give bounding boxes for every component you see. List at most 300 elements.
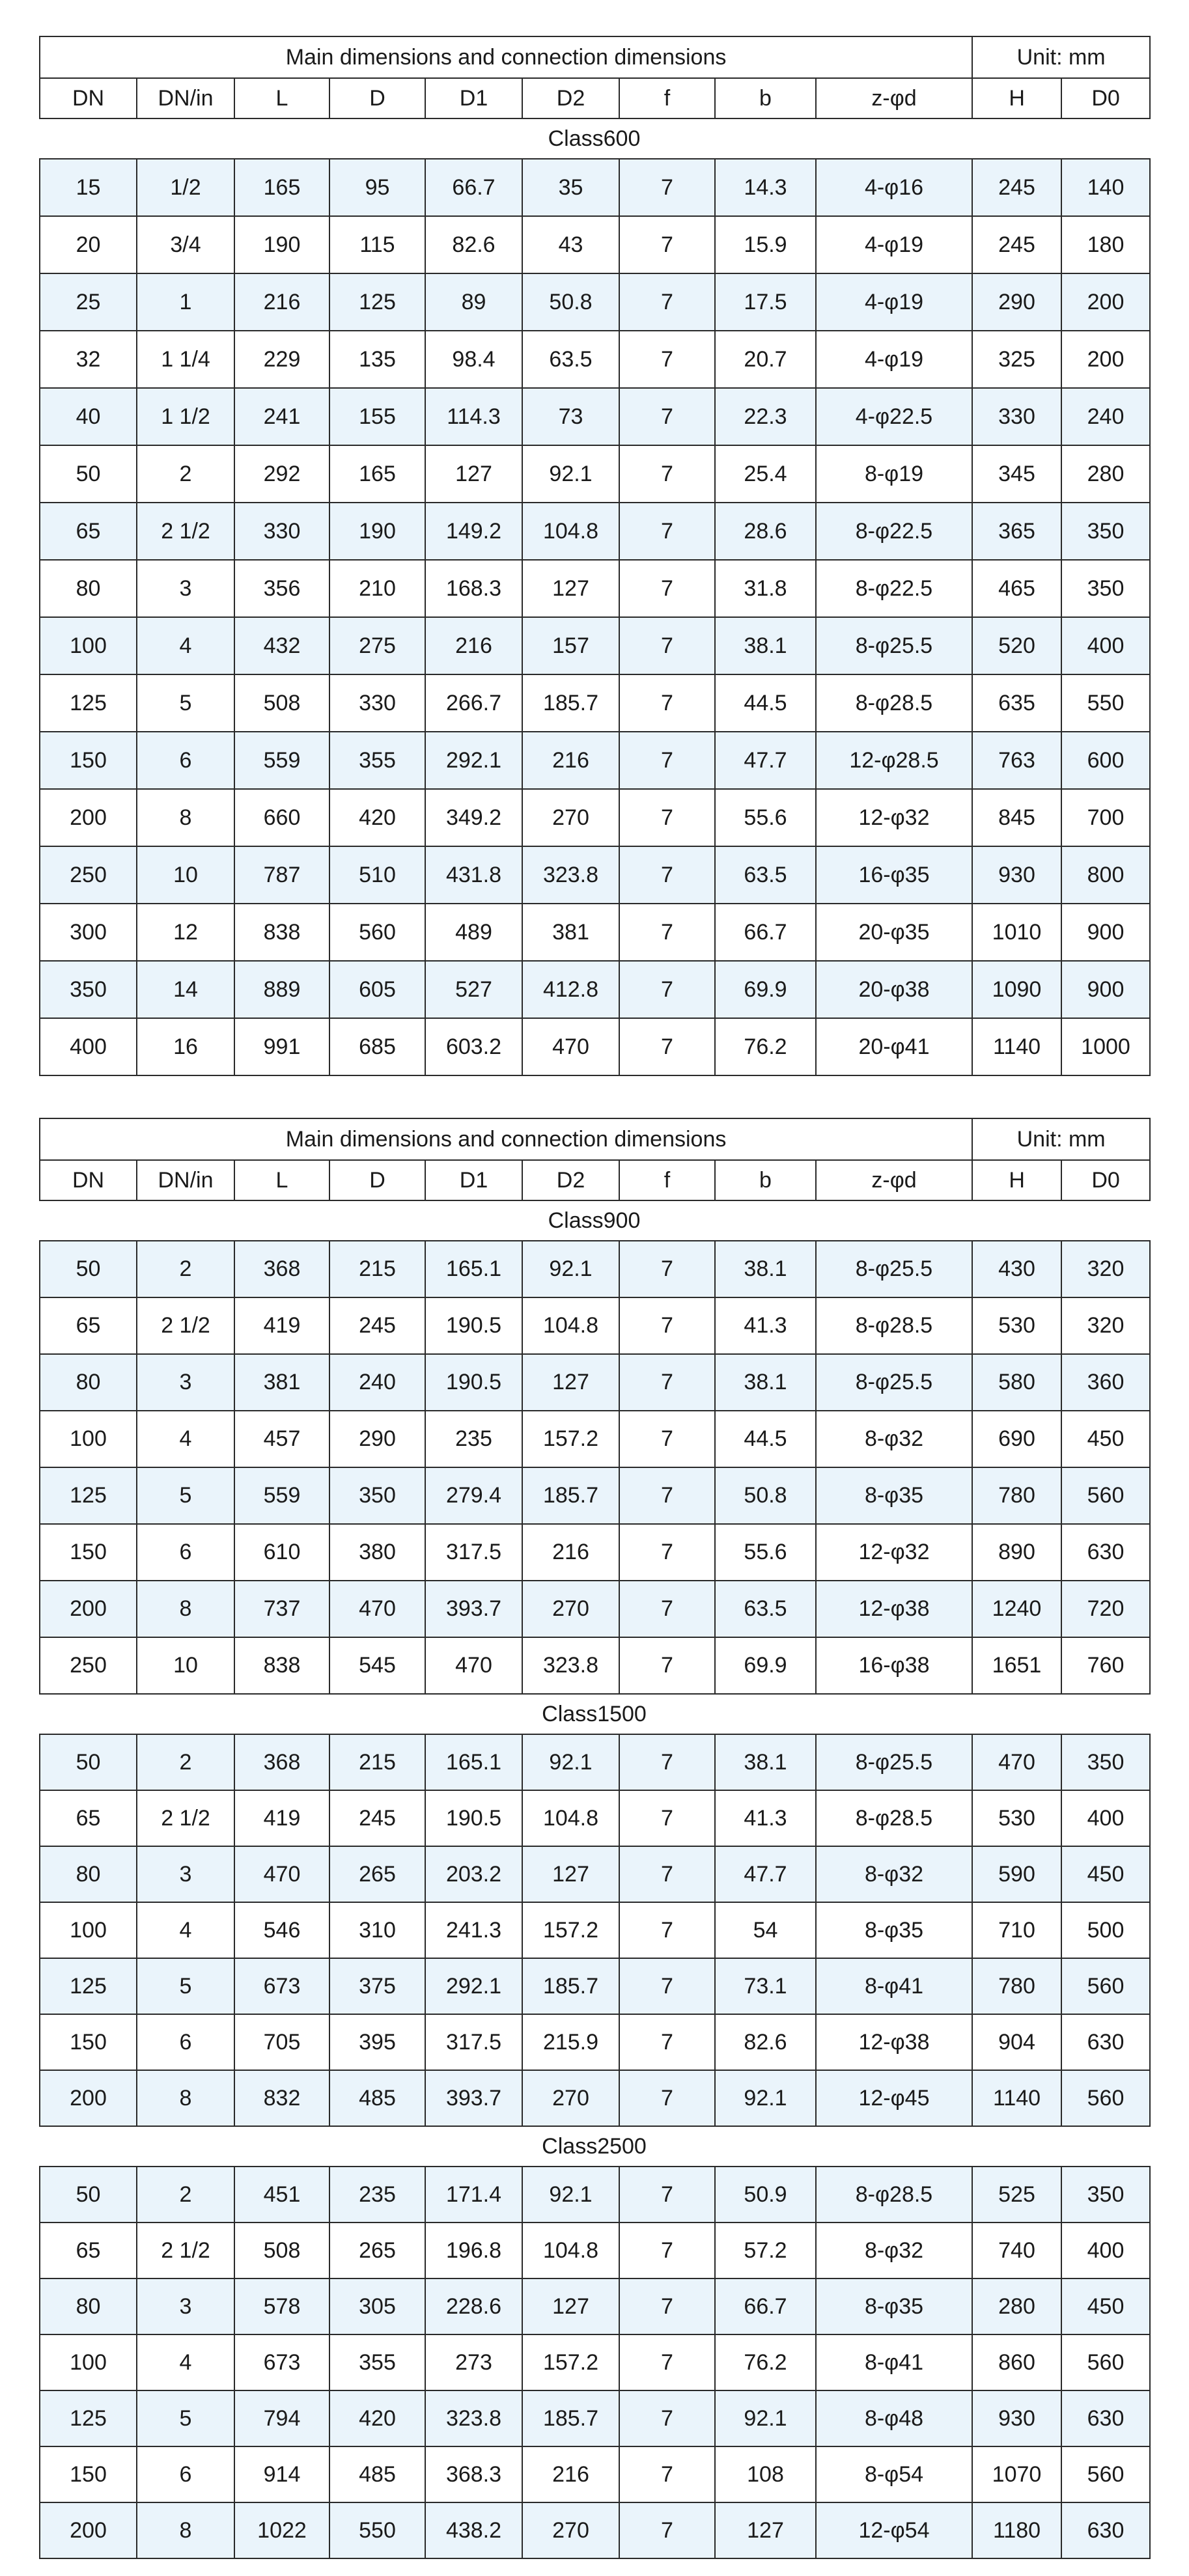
cell-f: 7 xyxy=(619,273,715,331)
cell-b: 47.7 xyxy=(715,1846,816,1902)
cell-dn: 50 xyxy=(40,1241,137,1297)
cell-d: 245 xyxy=(329,1790,425,1846)
cell-z-d: 12-φ32 xyxy=(816,1524,972,1581)
table-row xyxy=(40,2502,1150,2558)
cell-d1: 393.7 xyxy=(425,2070,522,2126)
cell-dn: 20 xyxy=(40,216,137,273)
table-row xyxy=(40,1354,1150,1411)
cell-h: 465 xyxy=(972,560,1061,617)
cell-d0: 900 xyxy=(1061,904,1150,961)
cell-b: 108 xyxy=(715,2446,816,2502)
cell-d0: 560 xyxy=(1061,2334,1150,2390)
cell-l: 1022 xyxy=(234,2502,329,2558)
cell-d2: 157 xyxy=(522,617,619,674)
cell-f: 7 xyxy=(619,1790,715,1846)
cell-f: 7 xyxy=(619,789,715,846)
table-row xyxy=(40,732,1150,789)
col-header-dn-in: DN/in xyxy=(137,1160,234,1200)
cell-b: 54 xyxy=(715,1902,816,1958)
cell-dn-in: 12 xyxy=(137,904,234,961)
cell-b: 92.1 xyxy=(715,2390,816,2446)
dimension-document xyxy=(39,36,1149,2559)
cell-h: 245 xyxy=(972,159,1061,216)
cell-d2: 185.7 xyxy=(522,674,619,732)
cell-d2: 104.8 xyxy=(522,1790,619,1846)
cell-d2: 43 xyxy=(522,216,619,273)
cell-d2: 157.2 xyxy=(522,1411,619,1467)
cell-b: 14.3 xyxy=(715,159,816,216)
cell-d1: 431.8 xyxy=(425,846,522,904)
cell-l: 451 xyxy=(234,2167,329,2223)
cell-b: 38.1 xyxy=(715,1734,816,1790)
cell-d0: 800 xyxy=(1061,846,1150,904)
cell-dn: 50 xyxy=(40,2167,137,2223)
cell-dn-in: 2 1/2 xyxy=(137,1297,234,1354)
cell-dn: 50 xyxy=(40,445,137,503)
cell-l: 508 xyxy=(234,2223,329,2278)
cell-d1: 165.1 xyxy=(425,1734,522,1790)
cell-l: 368 xyxy=(234,1241,329,1297)
cell-h: 470 xyxy=(972,1734,1061,1790)
cell-d1: 393.7 xyxy=(425,1581,522,1637)
cell-d0: 550 xyxy=(1061,674,1150,732)
cell-b: 82.6 xyxy=(715,2014,816,2070)
cell-d1: 203.2 xyxy=(425,1846,522,1902)
cell-l: 889 xyxy=(234,961,329,1018)
cell-d0: 180 xyxy=(1061,216,1150,273)
col-header-f: f xyxy=(619,78,715,118)
cell-d2: 270 xyxy=(522,1581,619,1637)
cell-d0: 1000 xyxy=(1061,1018,1150,1075)
cell-z-d: 16-φ38 xyxy=(816,1637,972,1694)
cell-d2: 185.7 xyxy=(522,1467,619,1524)
table-row xyxy=(40,1846,1150,1902)
cell-h: 740 xyxy=(972,2223,1061,2278)
cell-z-d: 4-φ16 xyxy=(816,159,972,216)
cell-d1: 292.1 xyxy=(425,732,522,789)
cell-dn-in: 2 xyxy=(137,1241,234,1297)
cell-z-d: 20-φ35 xyxy=(816,904,972,961)
cell-d: 155 xyxy=(329,388,425,445)
cell-d0: 350 xyxy=(1061,2167,1150,2223)
cell-l: 457 xyxy=(234,1411,329,1467)
cell-l: 356 xyxy=(234,560,329,617)
col-header-f: f xyxy=(619,1160,715,1200)
cell-d1: 279.4 xyxy=(425,1467,522,1524)
table-row xyxy=(40,503,1150,560)
cell-b: 17.5 xyxy=(715,273,816,331)
table-row xyxy=(40,904,1150,961)
cell-l: 559 xyxy=(234,1467,329,1524)
table-row xyxy=(40,2223,1150,2278)
cell-dn-in: 8 xyxy=(137,2070,234,2126)
cell-d2: 92.1 xyxy=(522,1241,619,1297)
cell-dn-in: 3 xyxy=(137,560,234,617)
cell-dn: 200 xyxy=(40,2070,137,2126)
cell-d1: 228.6 xyxy=(425,2278,522,2334)
cell-b: 41.3 xyxy=(715,1790,816,1846)
cell-l: 673 xyxy=(234,1958,329,2014)
cell-dn: 200 xyxy=(40,2502,137,2558)
cell-h: 1070 xyxy=(972,2446,1061,2502)
cell-dn: 150 xyxy=(40,1524,137,1581)
cell-d1: 82.6 xyxy=(425,216,522,273)
cell-d0: 600 xyxy=(1061,732,1150,789)
cell-d0: 630 xyxy=(1061,2014,1150,2070)
table-row xyxy=(40,560,1150,617)
table-row xyxy=(40,961,1150,1018)
header-title-row xyxy=(40,1118,1150,1160)
class900-header-table xyxy=(39,1118,1151,1201)
table-row xyxy=(40,2167,1150,2223)
cell-d2: 73 xyxy=(522,388,619,445)
cell-dn-in: 14 xyxy=(137,961,234,1018)
cell-f: 7 xyxy=(619,1411,715,1467)
cell-d1: 235 xyxy=(425,1411,522,1467)
col-header-z-d: z-φd xyxy=(816,1160,972,1200)
cell-dn-in: 4 xyxy=(137,1411,234,1467)
cell-f: 7 xyxy=(619,1467,715,1524)
cell-d2: 92.1 xyxy=(522,445,619,503)
cell-h: 690 xyxy=(972,1411,1061,1467)
cell-f: 7 xyxy=(619,560,715,617)
cell-d1: 438.2 xyxy=(425,2502,522,2558)
cell-d1: 171.4 xyxy=(425,2167,522,2223)
cell-dn: 65 xyxy=(40,2223,137,2278)
table-row xyxy=(40,216,1150,273)
cell-d2: 50.8 xyxy=(522,273,619,331)
cell-d0: 450 xyxy=(1061,1846,1150,1902)
cell-d0: 560 xyxy=(1061,1958,1150,2014)
cell-d1: 489 xyxy=(425,904,522,961)
class-label: Class600 xyxy=(548,126,641,151)
cell-d2: 270 xyxy=(522,2502,619,2558)
cell-h: 860 xyxy=(972,2334,1061,2390)
cell-l: 165 xyxy=(234,159,329,216)
cell-d2: 216 xyxy=(522,2446,619,2502)
cell-h: 904 xyxy=(972,2014,1061,2070)
class-label: Class2500 xyxy=(542,2134,647,2159)
cell-z-d: 8-φ25.5 xyxy=(816,1734,972,1790)
cell-h: 530 xyxy=(972,1790,1061,1846)
cell-l: 673 xyxy=(234,2334,329,2390)
table-row xyxy=(40,1581,1150,1637)
cell-dn: 125 xyxy=(40,2390,137,2446)
cell-d: 355 xyxy=(329,732,425,789)
cell-d: 420 xyxy=(329,2390,425,2446)
cell-d1: 190.5 xyxy=(425,1354,522,1411)
cell-z-d: 8-φ32 xyxy=(816,1846,972,1902)
cell-b: 38.1 xyxy=(715,1354,816,1411)
table-row xyxy=(40,1958,1150,2014)
cell-d1: 317.5 xyxy=(425,2014,522,2070)
cell-d2: 215.9 xyxy=(522,2014,619,2070)
cell-f: 7 xyxy=(619,2334,715,2390)
cell-dn-in: 1 1/2 xyxy=(137,388,234,445)
cell-h: 290 xyxy=(972,273,1061,331)
cell-d0: 500 xyxy=(1061,1902,1150,1958)
cell-d: 350 xyxy=(329,1467,425,1524)
cell-d: 395 xyxy=(329,2014,425,2070)
cell-d0: 400 xyxy=(1061,1790,1150,1846)
col-header-d1: D1 xyxy=(425,78,522,118)
cell-dn: 150 xyxy=(40,2446,137,2502)
cell-z-d: 20-φ38 xyxy=(816,961,972,1018)
cell-dn: 15 xyxy=(40,159,137,216)
cell-dn: 80 xyxy=(40,560,137,617)
cell-dn: 32 xyxy=(40,331,137,388)
cell-d: 545 xyxy=(329,1637,425,1694)
table-row xyxy=(40,1637,1150,1694)
cell-f: 7 xyxy=(619,1846,715,1902)
cell-dn: 80 xyxy=(40,1354,137,1411)
cell-z-d: 8-φ32 xyxy=(816,2223,972,2278)
cell-z-d: 4-φ19 xyxy=(816,216,972,273)
cell-f: 7 xyxy=(619,1354,715,1411)
cell-b: 76.2 xyxy=(715,1018,816,1075)
cell-d: 375 xyxy=(329,1958,425,2014)
cell-f: 7 xyxy=(619,2167,715,2223)
column-header-row xyxy=(40,1160,1150,1200)
cell-h: 890 xyxy=(972,1524,1061,1581)
cell-f: 7 xyxy=(619,388,715,445)
cell-dn-in: 2 1/2 xyxy=(137,503,234,560)
cell-b: 127 xyxy=(715,2502,816,2558)
cell-d: 305 xyxy=(329,2278,425,2334)
cell-dn-in: 4 xyxy=(137,2334,234,2390)
cell-z-d: 8-φ28.5 xyxy=(816,1297,972,1354)
cell-b: 69.9 xyxy=(715,1637,816,1694)
cell-b: 44.5 xyxy=(715,674,816,732)
cell-d1: 114.3 xyxy=(425,388,522,445)
table-row xyxy=(40,2446,1150,2502)
cell-d0: 630 xyxy=(1061,1524,1150,1581)
cell-dn: 50 xyxy=(40,1734,137,1790)
cell-b: 20.7 xyxy=(715,331,816,388)
cell-d: 165 xyxy=(329,445,425,503)
cell-d1: 292.1 xyxy=(425,1958,522,2014)
cell-dn-in: 1/2 xyxy=(137,159,234,216)
cell-d: 485 xyxy=(329,2070,425,2126)
cell-d: 190 xyxy=(329,503,425,560)
cell-d0: 350 xyxy=(1061,560,1150,617)
cell-f: 7 xyxy=(619,2070,715,2126)
cell-f: 7 xyxy=(619,2446,715,2502)
cell-h: 590 xyxy=(972,1846,1061,1902)
cell-b: 44.5 xyxy=(715,1411,816,1467)
cell-l: 559 xyxy=(234,732,329,789)
cell-d1: 98.4 xyxy=(425,331,522,388)
cell-dn-in: 5 xyxy=(137,1467,234,1524)
cell-h: 1240 xyxy=(972,1581,1061,1637)
cell-h: 780 xyxy=(972,1467,1061,1524)
cell-h: 325 xyxy=(972,331,1061,388)
cell-dn-in: 8 xyxy=(137,1581,234,1637)
cell-f: 7 xyxy=(619,846,715,904)
cell-d0: 360 xyxy=(1061,1354,1150,1411)
cell-f: 7 xyxy=(619,331,715,388)
cell-dn: 125 xyxy=(40,1958,137,2014)
cell-d1: 470 xyxy=(425,1637,522,1694)
cell-f: 7 xyxy=(619,1524,715,1581)
cell-d: 380 xyxy=(329,1524,425,1581)
cell-d1: 266.7 xyxy=(425,674,522,732)
cell-l: 838 xyxy=(234,904,329,961)
cell-l: 794 xyxy=(234,2390,329,2446)
cell-d: 550 xyxy=(329,2502,425,2558)
cell-h: 780 xyxy=(972,1958,1061,2014)
cell-d0: 720 xyxy=(1061,1581,1150,1637)
unit-label: Unit: mm xyxy=(972,36,1150,78)
table-row xyxy=(40,388,1150,445)
cell-b: 69.9 xyxy=(715,961,816,1018)
table-row xyxy=(40,617,1150,674)
cell-d0: 400 xyxy=(1061,617,1150,674)
cell-z-d: 4-φ19 xyxy=(816,273,972,331)
table-row xyxy=(40,2390,1150,2446)
cell-z-d: 12-φ38 xyxy=(816,1581,972,1637)
cell-l: 292 xyxy=(234,445,329,503)
cell-h: 845 xyxy=(972,789,1061,846)
cell-d0: 560 xyxy=(1061,1467,1150,1524)
cell-l: 705 xyxy=(234,2014,329,2070)
cell-d2: 127 xyxy=(522,1846,619,1902)
cell-dn-in: 10 xyxy=(137,1637,234,1694)
cell-h: 530 xyxy=(972,1297,1061,1354)
class600-table xyxy=(39,158,1151,1076)
cell-dn-in: 2 xyxy=(137,1734,234,1790)
cell-d: 265 xyxy=(329,2223,425,2278)
cell-d: 510 xyxy=(329,846,425,904)
cell-d1: 273 xyxy=(425,2334,522,2390)
cell-dn-in: 2 xyxy=(137,445,234,503)
cell-dn-in: 8 xyxy=(137,2502,234,2558)
cell-dn-in: 2 1/2 xyxy=(137,2223,234,2278)
cell-d0: 400 xyxy=(1061,2223,1150,2278)
cell-h: 345 xyxy=(972,445,1061,503)
table-row xyxy=(40,331,1150,388)
cell-d2: 323.8 xyxy=(522,1637,619,1694)
cell-l: 832 xyxy=(234,2070,329,2126)
cell-d0: 140 xyxy=(1061,159,1150,216)
cell-f: 7 xyxy=(619,1018,715,1075)
table-row xyxy=(40,1790,1150,1846)
cell-f: 7 xyxy=(619,904,715,961)
cell-dn: 200 xyxy=(40,1581,137,1637)
cell-d2: 63.5 xyxy=(522,331,619,388)
cell-h: 1090 xyxy=(972,961,1061,1018)
table-row xyxy=(40,1467,1150,1524)
cell-z-d: 16-φ35 xyxy=(816,846,972,904)
cell-l: 330 xyxy=(234,503,329,560)
cell-d0: 280 xyxy=(1061,445,1150,503)
cell-d2: 104.8 xyxy=(522,503,619,560)
cell-d0: 200 xyxy=(1061,273,1150,331)
cell-b: 31.8 xyxy=(715,560,816,617)
cell-f: 7 xyxy=(619,2014,715,2070)
cell-z-d: 8-φ35 xyxy=(816,1467,972,1524)
cell-d1: 89 xyxy=(425,273,522,331)
cell-d: 355 xyxy=(329,2334,425,2390)
cell-b: 41.3 xyxy=(715,1297,816,1354)
cell-l: 470 xyxy=(234,1846,329,1902)
cell-f: 7 xyxy=(619,732,715,789)
cell-b: 73.1 xyxy=(715,1958,816,2014)
col-header-dn: DN xyxy=(40,78,137,118)
cell-d1: 149.2 xyxy=(425,503,522,560)
cell-l: 508 xyxy=(234,674,329,732)
table-row xyxy=(40,1297,1150,1354)
table-row xyxy=(40,2278,1150,2334)
cell-d2: 185.7 xyxy=(522,1958,619,2014)
cell-b: 57.2 xyxy=(715,2223,816,2278)
cell-d0: 350 xyxy=(1061,503,1150,560)
cell-f: 7 xyxy=(619,1902,715,1958)
cell-d1: 190.5 xyxy=(425,1790,522,1846)
cell-f: 7 xyxy=(619,1581,715,1637)
cell-d1: 323.8 xyxy=(425,2390,522,2446)
cell-dn: 250 xyxy=(40,846,137,904)
cell-dn-in: 4 xyxy=(137,617,234,674)
cell-d: 330 xyxy=(329,674,425,732)
cell-d: 235 xyxy=(329,2167,425,2223)
table-row xyxy=(40,674,1150,732)
cell-d2: 323.8 xyxy=(522,846,619,904)
col-header-d2: D2 xyxy=(522,1160,619,1200)
cell-h: 525 xyxy=(972,2167,1061,2223)
col-header-d: D xyxy=(329,1160,425,1200)
cell-dn-in: 3 xyxy=(137,2278,234,2334)
cell-d1: 527 xyxy=(425,961,522,1018)
cell-dn: 250 xyxy=(40,1637,137,1694)
cell-f: 7 xyxy=(619,2278,715,2334)
cell-d0: 700 xyxy=(1061,789,1150,846)
cell-d: 420 xyxy=(329,789,425,846)
class600-header-table xyxy=(39,36,1151,119)
cell-b: 47.7 xyxy=(715,732,816,789)
cell-d0: 760 xyxy=(1061,1637,1150,1694)
cell-l: 991 xyxy=(234,1018,329,1075)
cell-h: 930 xyxy=(972,846,1061,904)
cell-d1: 190.5 xyxy=(425,1297,522,1354)
cell-dn-in: 1 1/4 xyxy=(137,331,234,388)
cell-dn: 80 xyxy=(40,2278,137,2334)
cell-dn: 200 xyxy=(40,789,137,846)
cell-b: 28.6 xyxy=(715,503,816,560)
cell-dn-in: 6 xyxy=(137,2014,234,2070)
cell-dn-in: 1 xyxy=(137,273,234,331)
cell-f: 7 xyxy=(619,503,715,560)
cell-z-d: 12-φ45 xyxy=(816,2070,972,2126)
col-header-d: D xyxy=(329,78,425,118)
cell-d: 115 xyxy=(329,216,425,273)
cell-z-d: 8-φ19 xyxy=(816,445,972,503)
cell-z-d: 8-φ35 xyxy=(816,2278,972,2334)
cell-l: 660 xyxy=(234,789,329,846)
cell-z-d: 4-φ22.5 xyxy=(816,388,972,445)
cell-d: 485 xyxy=(329,2446,425,2502)
class1500-table xyxy=(39,1734,1151,2127)
cell-h: 245 xyxy=(972,216,1061,273)
cell-l: 546 xyxy=(234,1902,329,1958)
cell-f: 7 xyxy=(619,216,715,273)
cell-h: 1180 xyxy=(972,2502,1061,2558)
col-header-h: H xyxy=(972,78,1061,118)
table-row xyxy=(40,273,1150,331)
cell-d2: 157.2 xyxy=(522,2334,619,2390)
col-header-z-d: z-φd xyxy=(816,78,972,118)
cell-h: 1140 xyxy=(972,1018,1061,1075)
